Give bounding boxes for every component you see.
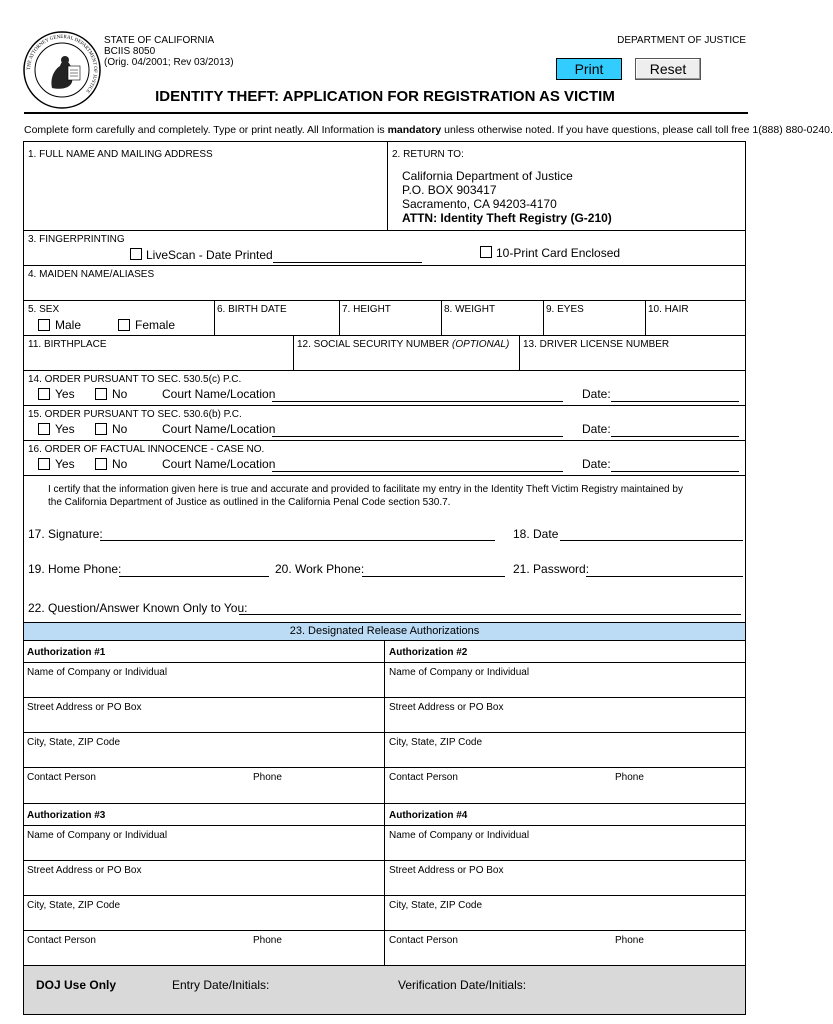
question-field[interactable] <box>239 614 741 615</box>
sign-date-label: 18. Date <box>513 527 559 541</box>
auth-4-street-label: Street Address or PO Box <box>389 865 504 876</box>
auth-2-header: Authorization #2 <box>389 647 468 658</box>
signature-field[interactable] <box>100 540 495 541</box>
order-14-yes-label: Yes <box>55 387 75 401</box>
order-16-label: 16. ORDER OF FACTUAL INNOCENCE - CASE NO. <box>28 444 265 455</box>
fingerprinting-label: 3. FINGERPRINTING <box>28 234 125 245</box>
order-16-date-field[interactable] <box>611 471 739 472</box>
ssn-label <box>297 339 509 350</box>
entry-date-label: Entry Date/Initials: <box>172 978 270 992</box>
livescan-date-field[interactable] <box>273 262 422 263</box>
livescan-label: LiveScan - Date Printed <box>146 248 273 262</box>
instructions-pre: Complete form carefully and completely. Type or print neatly. All Information is <box>24 124 388 136</box>
signature-label: 17. Signature: <box>28 527 103 541</box>
auth-4-city-label: City, State, ZIP Code <box>389 900 483 911</box>
order-14-date-label: Date: <box>582 387 611 401</box>
doj-use-only-bar <box>24 966 745 1014</box>
return-address-line2: P.O. BOX 903417 <box>402 183 497 197</box>
authorizations-header <box>24 622 745 641</box>
order-15-yes-checkbox[interactable] <box>38 423 50 435</box>
full-name-field[interactable] <box>26 162 384 228</box>
order-15-no-checkbox[interactable] <box>95 423 107 435</box>
eyes-label: 9. EYES <box>546 304 584 315</box>
page-title: IDENTITY THEFT: APPLICATION FOR REGISTRATION AS VICTIM <box>155 88 615 105</box>
authorizations-title: 23. Designated Release Authorizations <box>289 625 480 637</box>
print-button[interactable]: Print <box>556 58 622 80</box>
title-divider <box>24 112 748 114</box>
home-phone-label: 19. Home Phone: <box>28 562 122 576</box>
form-revision: (Orig. 04/2001; Rev 03/2013) <box>104 57 234 68</box>
order-16-court-label: Court Name/Location <box>162 457 276 471</box>
auth-1-header: Authorization #1 <box>27 647 106 658</box>
password-field[interactable] <box>586 576 743 577</box>
state-label: STATE OF CALIFORNIA <box>104 35 215 46</box>
order-14-yes-checkbox[interactable] <box>38 388 50 400</box>
order-15-date-label: Date: <box>582 422 611 436</box>
auth-3-header: Authorization #3 <box>27 810 106 821</box>
height-label: 7. HEIGHT <box>342 304 391 315</box>
order-16-date-label: Date: <box>582 457 611 471</box>
tenprint-label: 10-Print Card Enclosed <box>496 246 621 260</box>
order-16-yes-label: Yes <box>55 457 75 471</box>
question-label: 22. Question/Answer Known Only to You: <box>28 601 248 615</box>
tenprint-checkbox[interactable] <box>480 246 492 258</box>
instructions-post: unless otherwise noted. If you have questions, please call toll free 1(888) 880-0240. <box>441 124 833 136</box>
auth-2-phone-label: Phone <box>615 772 644 783</box>
order-14-court-field[interactable] <box>272 401 563 402</box>
auth-1-company-label: Name of Company or Individual <box>27 667 168 678</box>
auth-4-header: Authorization #4 <box>389 810 468 821</box>
auth-3-phone-label: Phone <box>253 935 282 946</box>
auth-2-city-label: City, State, ZIP Code <box>389 737 483 748</box>
order-15-date-field[interactable] <box>611 436 739 437</box>
order-16-court-field[interactable] <box>272 471 563 472</box>
auth-1-contact-label: Contact Person <box>27 772 96 783</box>
seal-text: THE ATTORNEY GENERAL DEPARTMENT OF JUSTICE <box>26 34 98 94</box>
order-15-court-field[interactable] <box>272 436 563 437</box>
password-label: 21. Password: <box>513 562 590 576</box>
work-phone-field[interactable] <box>362 576 505 577</box>
female-label: Female <box>135 318 176 332</box>
auth-1-city-label: City, State, ZIP Code <box>27 737 121 748</box>
driver-license-label: 13. DRIVER LICENSE NUMBER <box>523 339 670 350</box>
birth-date-label: 6. BIRTH DATE <box>217 304 287 315</box>
order-16-no-label: No <box>112 457 128 471</box>
sex-label: 5. SEX <box>28 304 60 315</box>
return-address-line3: Sacramento, CA 94203-4170 <box>402 197 557 211</box>
full-name-label: 1. FULL NAME AND MAILING ADDRESS <box>28 149 213 160</box>
reset-button[interactable]: Reset <box>635 58 701 80</box>
auth-2-street-label: Street Address or PO Box <box>389 702 504 713</box>
female-checkbox[interactable] <box>118 319 130 331</box>
return-address-line4: ATTN: Identity Theft Registry (G-210) <box>402 211 612 225</box>
doj-use-only-label: DOJ Use Only <box>36 978 117 992</box>
order-15-no-label: No <box>112 422 128 436</box>
male-checkbox[interactable] <box>38 319 50 331</box>
order-14-date-field[interactable] <box>611 401 739 402</box>
order-14-no-checkbox[interactable] <box>95 388 107 400</box>
auth-4-phone-label: Phone <box>615 935 644 946</box>
order-15-court-label: Court Name/Location <box>162 422 276 436</box>
ssn-label-text: 12. SOCIAL SECURITY NUMBER <box>297 339 453 350</box>
auth-3-contact-label: Contact Person <box>27 935 96 946</box>
auth-3-company-label: Name of Company or Individual <box>27 830 168 841</box>
work-phone-label: 20. Work Phone: <box>275 562 365 576</box>
certification-text <box>48 483 683 509</box>
return-address-line1: California Department of Justice <box>402 169 573 183</box>
certification-line1: I certify that the information given here is true and accurate and provided to facilitate my entry in the Identity Theft Victim Registry maintained by <box>48 484 683 495</box>
order-14-no-label: No <box>112 387 128 401</box>
instructions-bold: mandatory <box>387 124 442 136</box>
hair-label: 10. HAIR <box>648 304 689 315</box>
order-15-label: 15. ORDER PURSUANT TO SEC. 530.6(b) P.C. <box>28 409 242 420</box>
ssn-optional: (OPTIONAL) <box>452 339 510 350</box>
male-label: Male <box>55 318 82 332</box>
auth-3-street-label: Street Address or PO Box <box>27 865 142 876</box>
order-14-label: 14. ORDER PURSUANT TO SEC. 530.5(c) P.C. <box>28 374 242 385</box>
auth-4-contact-label: Contact Person <box>389 935 458 946</box>
maiden-name-label: 4. MAIDEN NAME/ALIASES <box>28 269 155 280</box>
verification-date-label: Verification Date/Initials: <box>398 978 527 992</box>
home-phone-field[interactable] <box>119 576 269 577</box>
auth-1-phone-label: Phone <box>253 772 282 783</box>
sign-date-field[interactable] <box>560 540 743 541</box>
auth-2-contact-label: Contact Person <box>389 772 458 783</box>
weight-label: 8. WEIGHT <box>444 304 496 315</box>
auth-2-company-label: Name of Company or Individual <box>389 667 530 678</box>
order-14-court-label: Court Name/Location <box>162 387 276 401</box>
birthplace-label: 11. BIRTHPLACE <box>28 339 107 350</box>
form-id: BCIIS 8050 <box>104 46 156 57</box>
auth-1-street-label: Street Address or PO Box <box>27 702 142 713</box>
order-16-no-checkbox[interactable] <box>95 458 107 470</box>
auth-4-company-label: Name of Company or Individual <box>389 830 530 841</box>
return-to-label: 2. RETURN TO: <box>392 149 464 160</box>
department-label: DEPARTMENT OF JUSTICE <box>617 35 746 46</box>
instructions <box>24 124 833 136</box>
maiden-name-field[interactable] <box>26 281 742 299</box>
order-16-yes-checkbox[interactable] <box>38 458 50 470</box>
livescan-checkbox[interactable] <box>130 248 142 260</box>
order-15-yes-label: Yes <box>55 422 75 436</box>
auth-3-city-label: City, State, ZIP Code <box>27 900 121 911</box>
certification-line2: the California Department of Justice as outlined in the California Penal Code section 530.7. <box>48 497 451 508</box>
